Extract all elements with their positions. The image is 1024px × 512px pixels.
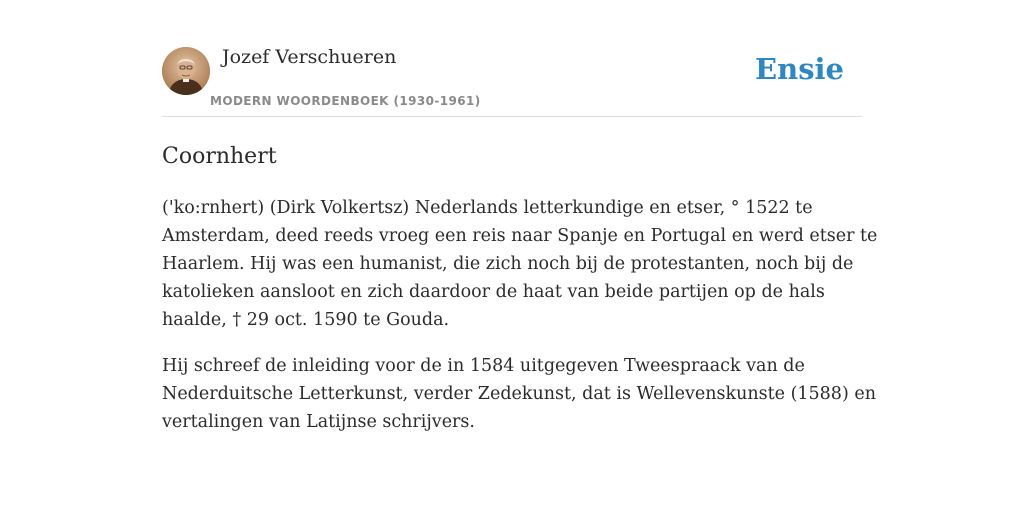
ensie-logo[interactable]: Ensie [755,52,844,86]
entry-header [162,44,862,117]
entry-paragraph-2 [162,352,876,436]
entry-paragraph-1 [162,194,878,334]
author-avatar[interactable] [162,47,210,95]
author-name[interactable]: Jozef Verschueren [222,46,397,68]
author-portrait-icon [162,47,210,95]
paragraph-line: ('ko:rnhert) (Dirk Volkertsz) Nederlands letterkundige en etser, ° 1522 te [162,198,813,218]
paragraph-line: Nederduitsche Letterkunst, verder Zedekunst, dat is Wellevenskunste (1588) en [162,384,876,404]
paragraph-line: katolieken aansloot en zich daardoor de haat van beide partijen op de hals [162,282,825,302]
paragraph-line: Hij schreef de inleiding voor de in 1584 uitgegeven Tweespraack van de [162,356,805,376]
paragraph-line: Amsterdam, deed reeds vroeg een reis naar Spanje en Portugal en werd etser te [162,226,878,246]
entry-title: Coornhert [162,144,277,169]
dictionary-name[interactable]: MODERN WOORDENBOEK (1930-1961) [210,94,481,108]
paragraph-line: vertalingen van Latijnse schrijvers. [162,412,475,432]
paragraph-line: Haarlem. Hij was een humanist, die zich noch bij de protestanten, noch bij de [162,254,854,274]
paragraph-line: haalde, † 29 oct. 1590 te Gouda. [162,310,450,330]
entry-card [162,44,878,436]
